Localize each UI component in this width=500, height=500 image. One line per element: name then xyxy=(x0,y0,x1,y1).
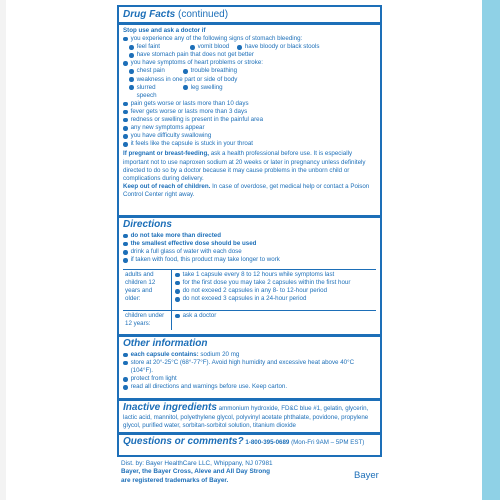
list-item: take 1 capsule every 8 to 12 hours while symptoms last xyxy=(175,271,373,279)
distributor-line: Dist. by: Bayer HealthCare LLC, Whippany, NJ 07981 xyxy=(121,460,273,467)
list-item: fever gets worse or lasts more than 3 days xyxy=(123,108,376,116)
bleeding-signs xyxy=(123,43,376,51)
brand-name: Bayer xyxy=(354,470,379,481)
inactive-section xyxy=(123,402,376,430)
list-item: you have difficulty swallowing xyxy=(123,132,376,140)
bullet-icon xyxy=(123,250,128,255)
bullet-icon xyxy=(237,45,242,50)
list-item: weakness in one part or side of body xyxy=(123,76,376,84)
bullet-icon xyxy=(123,134,128,139)
list-item: redness or swelling is present in the painful area xyxy=(123,116,376,124)
bullet-icon xyxy=(129,45,134,50)
questions-section xyxy=(123,436,376,448)
bullet-icon xyxy=(129,69,134,74)
trademark-line: are registered trademarks of Bayer. xyxy=(121,476,229,484)
list-item: you have symptoms of heart problems or stroke: xyxy=(123,59,376,67)
bullet-icon xyxy=(123,61,128,66)
list-item: have bloody or black stools xyxy=(237,43,319,51)
drug-facts-title: Drug Facts (continued) xyxy=(123,9,229,20)
list-item: it feels like the capsule is stuck in your throat xyxy=(123,140,376,148)
section-rule xyxy=(119,432,380,435)
list-item: you experience any of the following signs of stomach bleeding: xyxy=(123,35,376,43)
bullet-icon xyxy=(123,142,128,147)
list-item: pain gets worse or lasts more than 10 days xyxy=(123,100,376,108)
bullet-icon xyxy=(129,53,134,58)
list-item: each capsule contains: sodium 20 mg xyxy=(123,351,376,359)
list-item: do not exceed 3 capsules in a 24-hour period xyxy=(175,295,373,303)
bullet-icon xyxy=(123,377,128,382)
heart-signs xyxy=(123,67,376,75)
section-rule xyxy=(119,398,380,401)
bullet-icon xyxy=(175,273,180,278)
bullet-icon xyxy=(175,297,180,302)
table-row xyxy=(123,311,376,330)
list-item: read all directions and warnings before use. Keep carton. xyxy=(123,383,376,391)
dosage-table-wrap xyxy=(123,269,376,330)
bullet-icon xyxy=(129,77,134,82)
bullet-icon xyxy=(183,69,188,74)
left-margin-strip xyxy=(0,0,6,500)
right-color-band xyxy=(482,0,500,500)
bullet-icon xyxy=(123,353,128,358)
bullet-icon xyxy=(123,110,128,115)
table-cell-label: children under 12 years: xyxy=(123,311,172,330)
phone-hours: (Mon-Fri 9AM – 5PM EST) xyxy=(291,439,365,446)
bullet-icon xyxy=(175,281,180,286)
bullet-icon xyxy=(123,37,128,42)
list-item: protect from light xyxy=(123,375,376,383)
list-item: trouble breathing xyxy=(183,67,237,75)
bullet-icon xyxy=(123,234,128,239)
questions-title: Questions or comments? xyxy=(123,436,244,447)
bullet-icon xyxy=(123,102,128,107)
bullet-icon xyxy=(123,361,128,366)
list-item: do not take more than directed xyxy=(123,232,376,240)
list-item: the smallest effective dose should be used xyxy=(123,240,376,248)
bullet-icon xyxy=(123,126,128,131)
list-item: drink a full glass of water with each dose xyxy=(123,248,376,256)
warnings-section xyxy=(123,9,376,22)
other-info-title: Other information xyxy=(123,338,208,349)
list-item: feel faint xyxy=(129,43,160,51)
stop-use-heading: Stop use and ask a doctor if xyxy=(123,27,206,34)
inactive-title: Inactive ingredients xyxy=(123,402,217,413)
other-info-section xyxy=(123,338,376,391)
bullet-icon xyxy=(123,242,128,247)
pregnancy-warning: If pregnant or breast-feeding, ask a health professional before use. It is especially important not to use naproxen sodium at 20 weeks or later in pregnancy unless definitely directed to do so by a doctor because it may cause problems in the unborn child or complications during delivery. xyxy=(123,150,366,182)
list-item: have stomach pain that does not get better xyxy=(123,51,376,59)
directions-title: Directions xyxy=(123,219,172,230)
stop-use-section xyxy=(123,27,376,199)
directions-section xyxy=(123,219,376,264)
bullet-icon xyxy=(175,314,180,319)
drug-facts-panel xyxy=(117,5,382,457)
keep-out-warning: Keep out of reach of children. In case of overdose, get medical help or contact a Poison Control Center right away. xyxy=(123,182,370,198)
bullet-icon xyxy=(175,289,180,294)
title-rule xyxy=(119,22,380,25)
list-item: for the first dose you may take 2 capsules within the first hour xyxy=(175,279,373,287)
bullet-icon xyxy=(183,85,188,90)
list-item: ask a doctor xyxy=(175,312,373,320)
section-rule xyxy=(119,334,380,337)
table-row xyxy=(123,270,376,311)
list-item: leg swelling xyxy=(183,84,223,100)
bullet-icon xyxy=(123,118,128,123)
heart-signs xyxy=(123,84,376,100)
list-item: vomit blood xyxy=(190,43,229,51)
list-item: do not exceed 2 capsules in any 8- to 12-hour period xyxy=(175,287,373,295)
phone-number: 1-800-395-0689 xyxy=(245,439,290,446)
table-cell-label: adults and children 12 years and older: xyxy=(123,270,172,310)
list-item: any new symptoms appear xyxy=(123,124,376,132)
dosage-table xyxy=(123,269,376,330)
bullet-icon xyxy=(123,258,128,263)
table-cell-content xyxy=(172,270,376,310)
bullet-icon xyxy=(190,45,195,50)
list-item: slurred speech xyxy=(129,84,175,100)
bullet-icon xyxy=(129,85,134,90)
inactive-text: ammonium hydroxide, FD&C blue #1, gelatin, glycerin, lactic acid, mannitol, polyethylene glycol, polyvinyl acetate phthalate, povidone, propylene glycol, purified water, sorbitan-sorbitol solution, titanium dioxide xyxy=(123,405,369,430)
list-item: if taken with food, this product may take longer to work xyxy=(123,256,376,264)
bullet-icon xyxy=(123,385,128,390)
list-item: chest pain xyxy=(129,67,175,75)
list-item: store at 20°-25°C (68°-77°F). Avoid high humidity and excessive heat above 40°C (104°F). xyxy=(123,359,376,375)
trademark-line: Bayer, the Bayer Cross, Aleve and All Day Strong xyxy=(121,468,271,476)
section-rule xyxy=(119,215,380,218)
table-cell-content xyxy=(172,311,376,330)
